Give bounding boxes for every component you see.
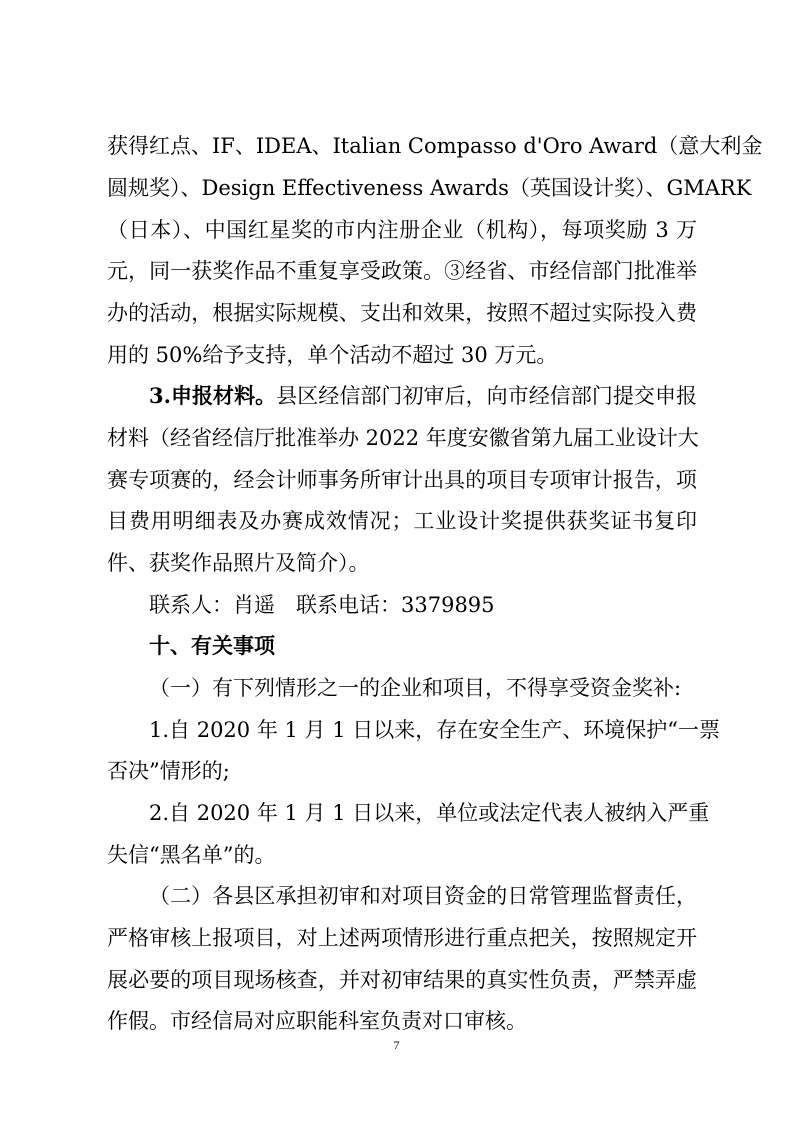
item-one-text: （一）有下列情形之一的企业和项目，不得享受资金奖补: [149, 676, 682, 700]
point-one-line: 否决”情形的; [107, 759, 230, 783]
materials-text-line: 材料（经省经信厅批准举办 2022 年度安徽省第九届工业设计大 [107, 426, 699, 450]
item-two-line: 作假。市经信局对应职能科室负责对口审核。 [107, 1009, 527, 1033]
point-one-line: 1.自 2020 年 1 月 1 日以来，存在安全生产、环境保护“一票 [149, 718, 720, 742]
point-two-line: 失信“黑名单”的。 [107, 843, 276, 867]
item-two-line: 严格审核上报项目，对上述两项情形进行重点把关，按照规定开 [107, 926, 697, 950]
materials-text-line: 目费用明细表及办赛成效情况；工业设计奖提供获奖证书复印 [107, 509, 697, 533]
materials-label: 3.申报材料。 [149, 383, 277, 408]
body-text-line: 获得红点、IF、IDEA、Italian Compasso d'Oro Award（意大利金 [107, 134, 763, 158]
body-text-line: 用的 50%给予支持，单个活动不超过 30 万元。 [107, 343, 558, 367]
section-heading: 十、有关事项 [149, 634, 275, 658]
materials-text-line: 赛专项赛的，经会计师事务所审计出具的项目专项审计报告，项 [107, 468, 697, 492]
materials-first-line-text: 县区经信部门初审后，向市经信部门提交申报 [276, 384, 697, 408]
contact-line: 联系人：肖遥 联系电话：3379895 [149, 593, 495, 617]
body-text-line: 圆规奖）、Design Effectiveness Awards（英国设计奖）、GMARK [107, 176, 752, 200]
body-text-line: 元，同一获奖作品不重复享受政策。③经省、市经信部门批准举 [107, 259, 697, 283]
item-two-line: 展必要的项目现场核查，并对初审结果的真实性负责，严禁弄虚 [107, 968, 697, 992]
materials-paragraph-first-line [149, 381, 697, 411]
body-text-line: 办的活动，根据实际规模、支出和效果，按照不超过实际投入费 [107, 301, 697, 325]
body-text-line: （日本）、中国红星奖的市内注册企业（机构），每项奖励 3 万 [107, 218, 697, 242]
materials-text-line: 件、获奖作品照片及简介）。 [107, 551, 370, 575]
point-two-line: 2.自 2020 年 1 月 1 日以来，单位或法定代表人被纳入严重 [149, 801, 710, 825]
item-two-line: （二）各县区承担初审和对项目资金的日常管理监督责任， [149, 884, 697, 908]
page-number: 7 [393, 1038, 400, 1052]
